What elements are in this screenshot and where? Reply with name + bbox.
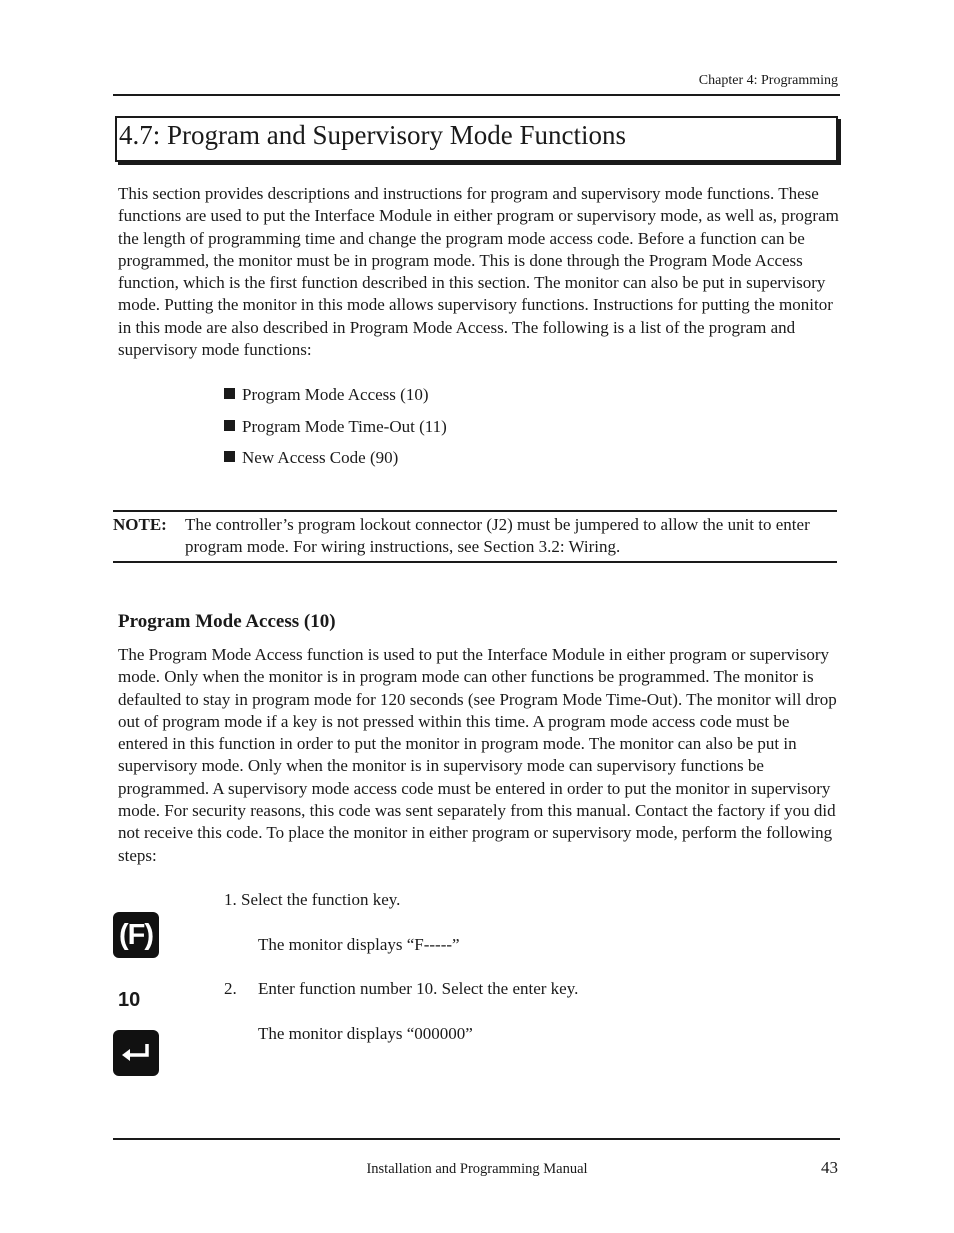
subsection-heading: Program Mode Access (10) [118,611,336,632]
section-title-box [115,116,838,162]
footer-rule [113,1138,840,1140]
list-item: Program Mode Access (10) [224,384,447,416]
function-key-icon: (F) [113,912,159,958]
list-item: Program Mode Time-Out (11) [224,416,447,448]
square-bullet-icon [224,388,235,399]
step-2: Enter function number 10. Select the enter key. [258,979,579,998]
header-rule [113,94,840,96]
note-rule-top [113,510,837,512]
enter-arrow-icon [120,1041,152,1065]
intro-paragraph: This section provides descriptions and instructions for program and supervisory mode functions. These functions are used to put the Interface Module in either program or supervisory mode, as well as, program the length of programming time and change the program mode access code. Before a function can be programmed, the monitor must be in program mode. This is done through the Program Mode Access function, which is the first function described in this section. The monitor can also be put in supervisory mode. Putting the monitor in this mode allows supervisory functions. Instructions for putting the monitor in this mode are also described in Program Mode Access. The following is a list of the program and supervisory mode functions: [118,184,839,360]
function-number-label: 10 [118,989,141,1011]
access-paragraph: The Program Mode Access function is used to put the Interface Module in either program or supervisory mode. Only when the monitor is in program mode can other functions be programmed. The monitor is defaulted to stay in program mode for 120 seconds (see Program Mode Time-Out). The monitor will drop out of program mode if a key is not pressed within this time. A program mode access code must be entered in this function in order to put the monitor in program mode. The monitor can also be put in supervisory mode. Only when the monitor is in supervisory mode can supervisory functions be programmed. A supervisory mode access code must be entered in order to put the monitor in supervisory mode. For security reasons, this code was sent separately from this manual. Contact the factory if you did not receive this code. To place the monitor in either program or supervisory mode, perform the following steps: [118,645,837,865]
step-1: 1. Select the function key. [224,890,401,909]
function-list [224,384,447,479]
list-item: New Access Code (90) [224,447,447,479]
page-number: 43 [821,1158,838,1177]
note-text: The controller’s program lockout connector (J2) must be jumpered to allow the unit to enter program mode. For wiring instructions, see Section 3.2: Wiring. [185,515,810,557]
enter-key-icon [113,1030,159,1076]
square-bullet-icon [224,420,235,431]
step-2-number: 2. [224,979,237,998]
step-2-display: The monitor displays “000000” [258,1024,473,1043]
note-label: NOTE: [113,515,167,534]
footer-manual-title: Installation and Programming Manual [366,1161,588,1177]
step-1-display: The monitor displays “F-----” [258,935,460,954]
section-title: 4.7: Program and Supervisory Mode Functions [119,120,626,150]
chapter-header: Chapter 4: Programming [698,73,838,88]
note-rule-bottom [113,561,837,563]
square-bullet-icon [224,451,235,462]
